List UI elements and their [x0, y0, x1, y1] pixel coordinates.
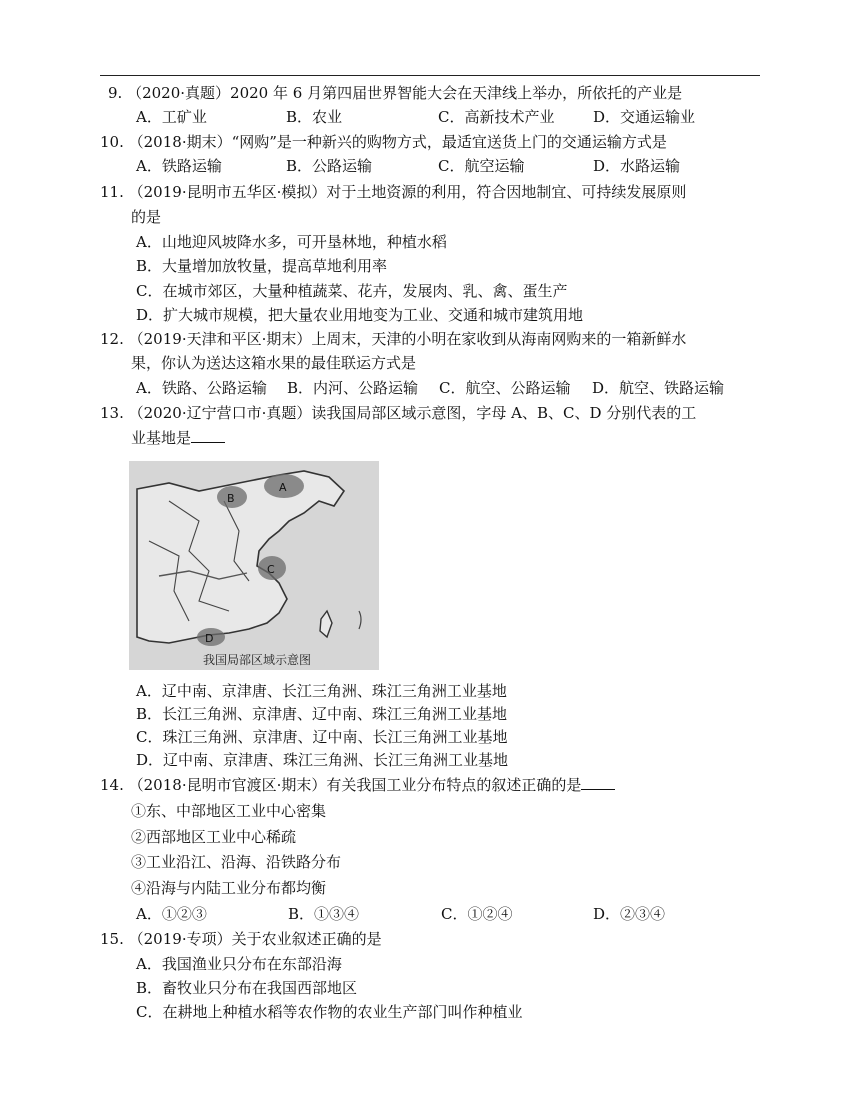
question-source: （2019·专项）: [128, 930, 232, 948]
question-number: 12.: [100, 330, 124, 348]
option-a: A．①②③: [136, 905, 207, 923]
question-stem-continued: 的是: [131, 208, 162, 226]
option-b: B．畜牧业只分布在我国西部地区: [136, 979, 358, 997]
statement-1: ①东、中部地区工业中心密集: [131, 802, 327, 820]
regional-map: [129, 461, 379, 670]
question-source: （2020·真题）: [127, 84, 231, 102]
option-c: C．航空、公路运输: [439, 379, 571, 397]
question-stem-continued: 果，你认为送达这箱水果的最佳联运方式是: [131, 354, 417, 372]
map-label-b: B: [227, 492, 235, 505]
question-stem-continued: [131, 427, 225, 449]
option-b: B．大量增加放牧量，提高草地利用率: [136, 257, 388, 275]
question-number: 14.: [100, 776, 124, 794]
map-label-a: A: [279, 481, 287, 494]
option-a: A．铁路运输: [136, 157, 222, 175]
stem-text: 业基地是: [131, 429, 192, 447]
question-stem: 关于农业叙述正确的是: [231, 930, 382, 948]
question-14: [100, 774, 615, 796]
map-label-d: D: [205, 632, 214, 645]
option-d: D．水路运输: [593, 157, 681, 175]
question-source: （2018·期末）: [128, 133, 232, 151]
option-a: A．铁路、公路运输: [136, 379, 267, 397]
option-b: B．内河、公路运输: [287, 379, 419, 397]
option-a: A．工矿业: [136, 108, 207, 126]
option-d: D．航空、铁路运输: [592, 379, 725, 397]
question-source: （2020·辽宁营口市·真题）: [128, 404, 312, 422]
question-stem: 2020 年 6 月第四届世界智能大会在天津线上举办，所依托的产业是: [230, 84, 683, 102]
question-source: （2019·昆明市五华区·模拟）: [128, 183, 327, 201]
option-b: B．公路运输: [286, 157, 373, 175]
question-13: [100, 402, 696, 424]
header-rule: [100, 75, 760, 76]
option-a: A．山地迎风坡降水多，可开垦林地，种植水稻: [136, 233, 447, 251]
question-11: [100, 181, 686, 203]
option-c: C．在城市郊区，大量种植蔬菜、花卉，发展肉、乳、禽、蛋生产: [136, 282, 568, 300]
statement-2: ②西部地区工业中心稀疏: [131, 828, 297, 846]
option-c: C．珠江三角洲、京津唐、辽中南、长江三角洲工业基地: [136, 728, 508, 746]
question-10: [100, 131, 667, 153]
question-number: 9.: [108, 84, 123, 102]
statement-4: ④沿海与内陆工业分布都均衡: [131, 879, 327, 897]
option-d: D．辽中南、京津唐、珠江三角洲、长江三角洲工业基地: [136, 751, 509, 769]
option-a: A．辽中南、京津唐、长江三角洲、珠江三角洲工业基地: [136, 682, 507, 700]
map-label-c: C: [267, 563, 275, 576]
question-number: 13.: [100, 404, 124, 422]
map-caption: 我国局部区域示意图: [202, 653, 312, 667]
option-c: C．在耕地上种植水稻等农作物的农业生产部门叫作种植业: [136, 1003, 523, 1021]
question-9: [108, 82, 682, 104]
option-b: B．长江三角洲、京津唐、辽中南、珠江三角洲工业基地: [136, 705, 508, 723]
question-15: [100, 928, 382, 950]
option-c: C．航空运输: [438, 157, 525, 175]
question-source: （2019·天津和平区·期末）: [128, 330, 312, 348]
question-stem: 有关我国工业分布特点的叙述正确的是: [326, 776, 582, 794]
map-image: [129, 461, 379, 670]
option-d: D．扩大城市规模，把大量农业用地变为工业、交通和城市建筑用地: [136, 306, 584, 324]
question-number: 11.: [100, 183, 124, 201]
statement-3: ③工业沿江、沿海、沿铁路分布: [131, 853, 342, 871]
option-b: B．①③④: [288, 905, 360, 923]
answer-blank[interactable]: [191, 428, 225, 443]
option-d: D．②③④: [593, 905, 666, 923]
option-b: B．农业: [286, 108, 343, 126]
question-number: 15.: [100, 930, 124, 948]
question-source: （2018·昆明市官渡区·期末）: [128, 776, 327, 794]
answer-blank[interactable]: [581, 775, 615, 790]
option-d: D．交通运输业: [593, 108, 696, 126]
question-stem: “网购”是一种新兴的购物方式，最适宜送货上门的交通运输方式是: [231, 133, 667, 151]
option-c: C．①②④: [441, 905, 513, 923]
question-number: 10.: [100, 133, 124, 151]
question-stem: 对于土地资源的利用，符合因地制宜、可持续发展原则: [326, 183, 687, 201]
question-stem: 上周末，天津的小明在家收到从海南网购来的一箱新鲜水: [311, 330, 687, 348]
option-c: C．高新技术产业: [438, 108, 555, 126]
question-12: [100, 328, 686, 350]
question-stem: 读我国局部区域示意图，字母 A、B、C、D 分别代表的工: [311, 404, 697, 422]
option-a: A．我国渔业只分布在东部沿海: [136, 955, 342, 973]
